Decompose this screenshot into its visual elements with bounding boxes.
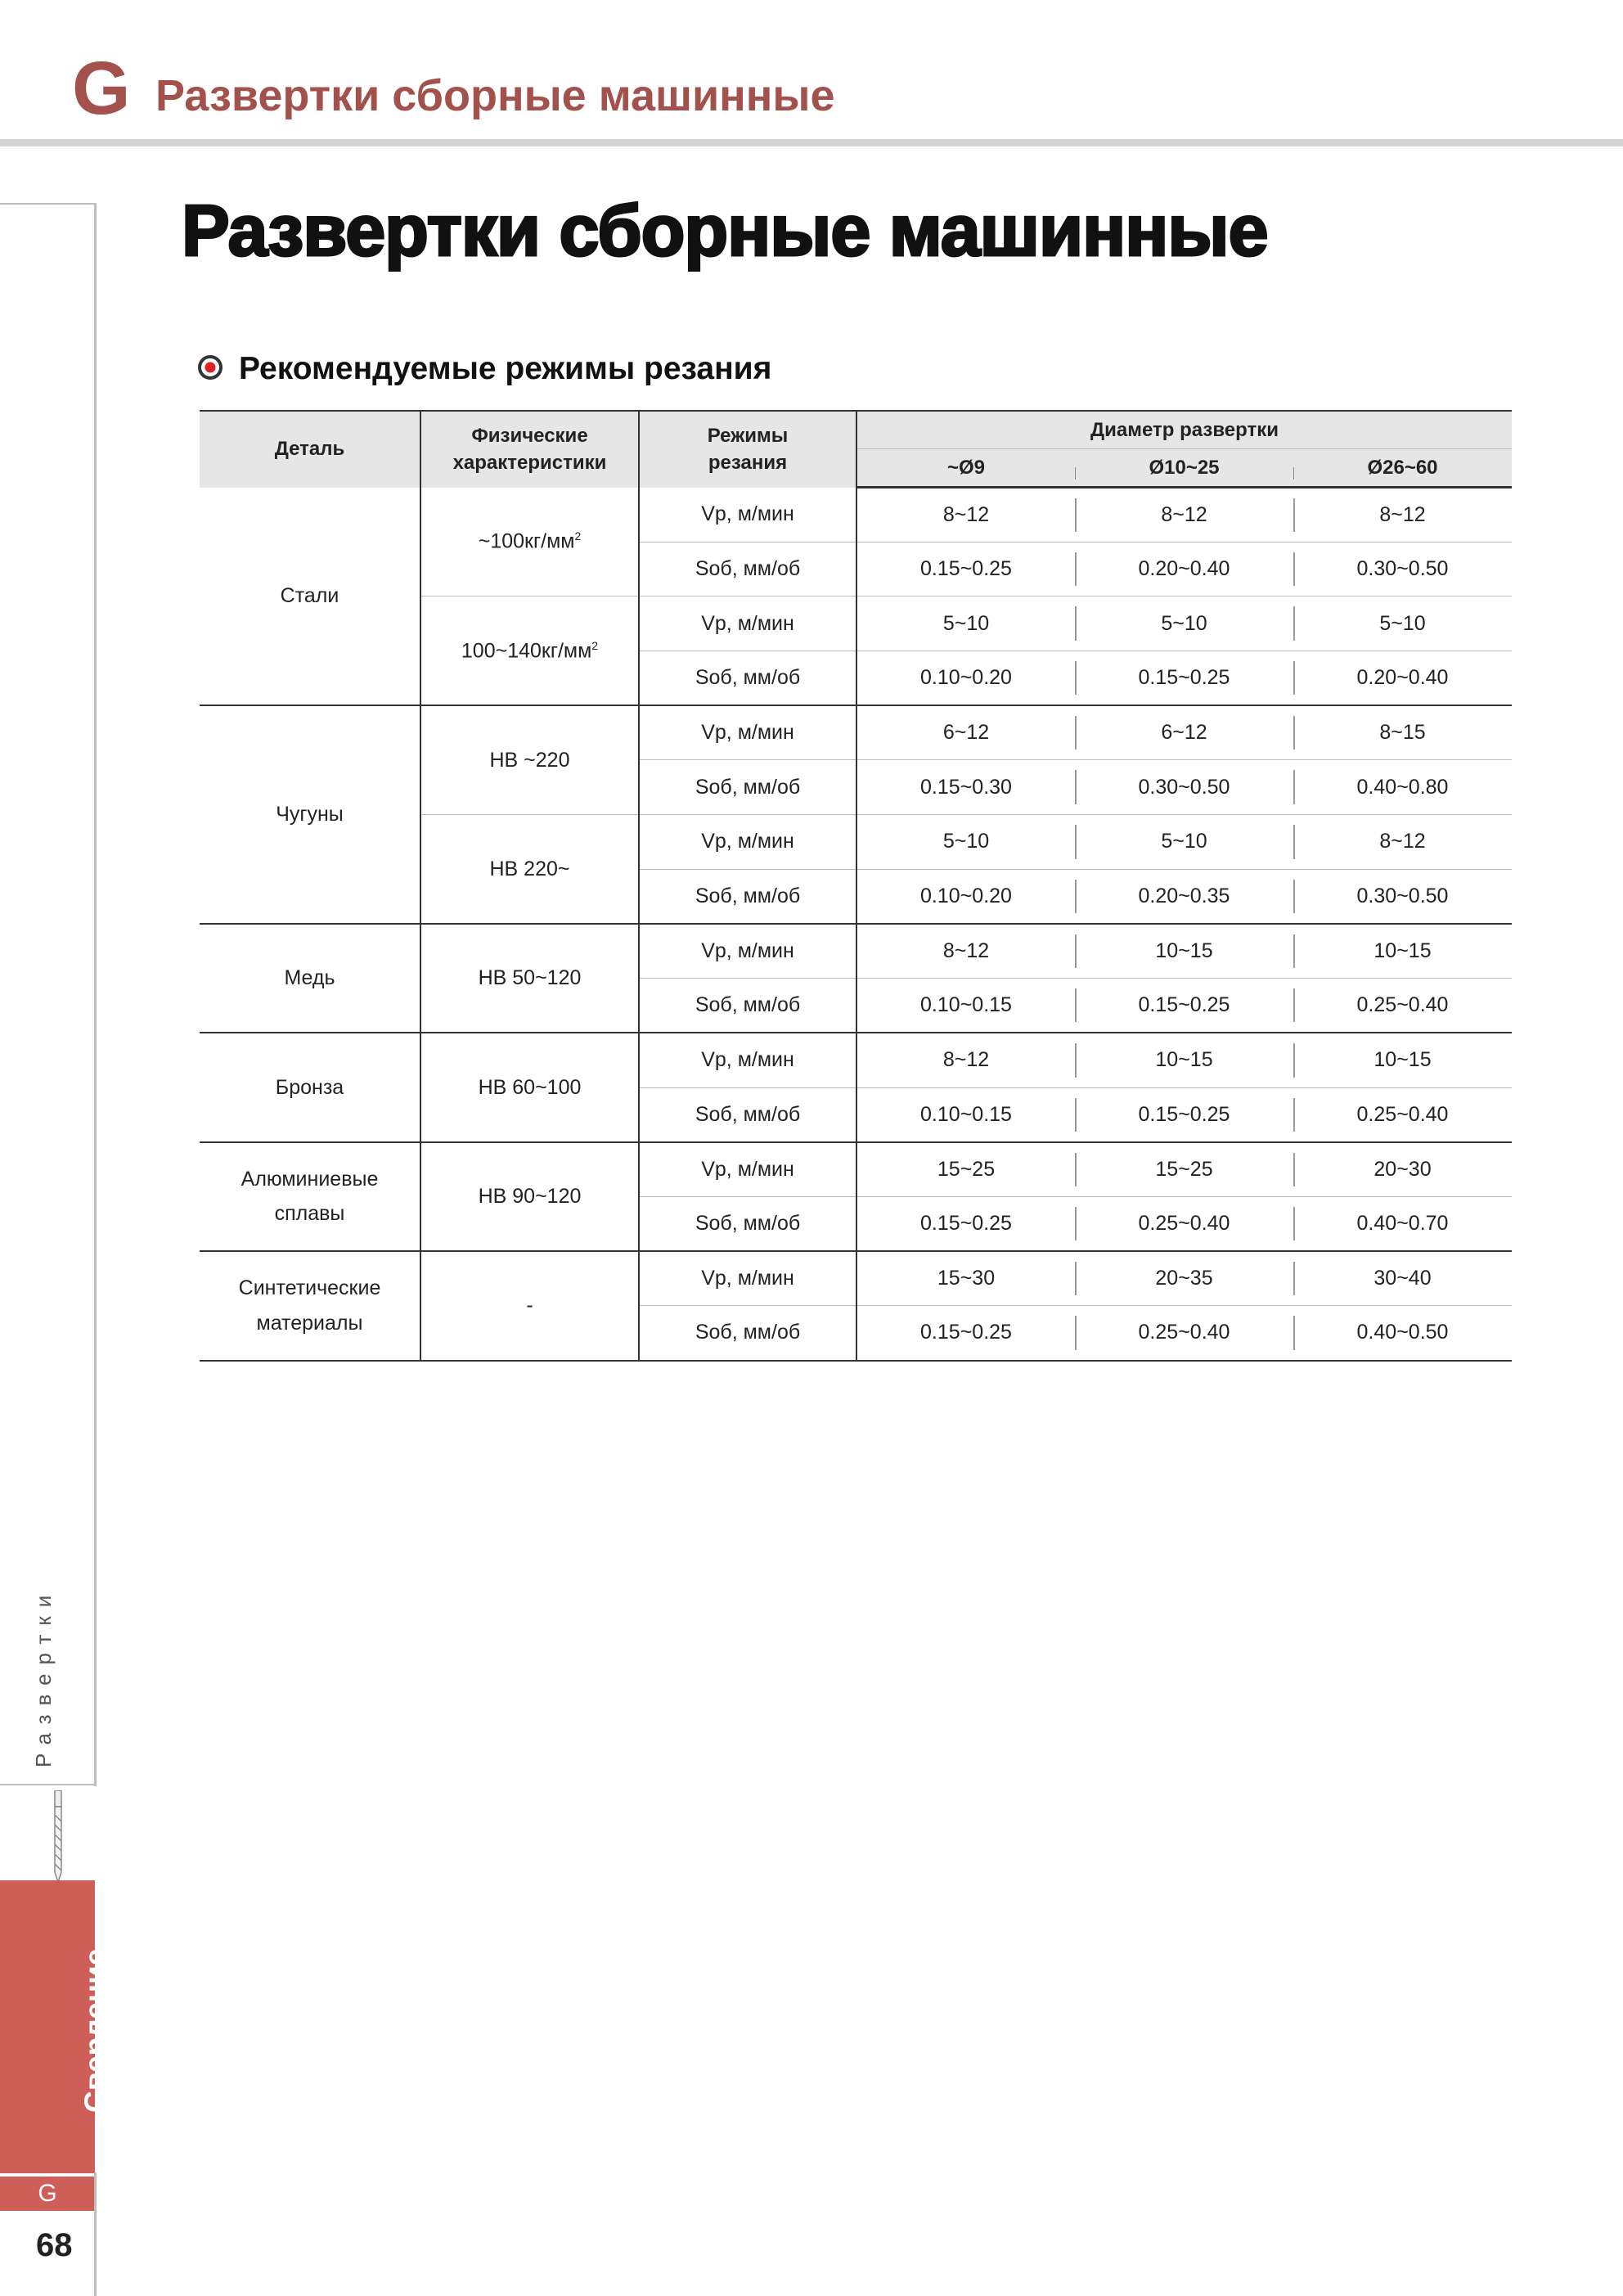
page-number: 68: [36, 2227, 73, 2263]
value-cell: 0.25~0.40: [1293, 979, 1512, 1033]
material-cell: Чугуны: [200, 705, 420, 924]
sidebar-letter: G: [38, 2180, 57, 2207]
value-cell: 5~10: [1075, 815, 1293, 870]
value-cell: 0.20~0.40: [1075, 542, 1293, 597]
value-cell: 20~35: [1075, 1251, 1293, 1306]
mode-cell: Sоб, мм/об: [639, 651, 856, 706]
value-cell: 20~30: [1293, 1142, 1512, 1197]
value-cell: 8~12: [856, 1033, 1075, 1087]
mode-cell: Sоб, мм/об: [639, 1087, 856, 1142]
value-cell: 8~15: [1293, 705, 1512, 760]
table-row: [200, 705, 1512, 760]
property-cell: HB 60~100: [420, 1033, 639, 1141]
material-cell: Алюминиевые сплавы: [200, 1142, 420, 1251]
value-cell: 5~10: [856, 815, 1075, 870]
property-cell: HB ~220: [420, 705, 639, 814]
value-cell: 15~25: [856, 1142, 1075, 1197]
header-d1: ~Ø9: [856, 449, 1075, 488]
table-row: [200, 1033, 1512, 1087]
material-cell: Бронза: [200, 1033, 420, 1141]
mode-cell: Sоб, мм/об: [639, 869, 856, 924]
mode-cell: Vp, м/мин: [639, 488, 856, 542]
value-cell: 0.40~0.70: [1293, 1196, 1512, 1251]
header-d3: Ø26~60: [1293, 449, 1512, 488]
value-cell: 0.15~0.25: [856, 542, 1075, 597]
mode-cell: Sоб, мм/об: [639, 979, 856, 1033]
property-cell: HB 90~120: [420, 1142, 639, 1251]
sidebar-bottom-rule: [94, 2172, 97, 2296]
value-cell: 0.20~0.35: [1075, 869, 1293, 924]
table-row: [200, 1142, 1512, 1197]
value-cell: 0.40~0.50: [1293, 1306, 1512, 1361]
property-cell: -: [420, 1251, 639, 1360]
value-cell: 8~12: [1293, 488, 1512, 542]
value-cell: 15~25: [1075, 1142, 1293, 1197]
value-cell: 0.25~0.40: [1293, 1087, 1512, 1142]
page-title: Развертки сборные машинные: [182, 190, 1268, 271]
value-cell: 10~15: [1075, 924, 1293, 979]
value-cell: 5~10: [1075, 597, 1293, 651]
value-cell: 5~10: [856, 597, 1075, 651]
value-cell: 0.15~0.25: [856, 1196, 1075, 1251]
header-physical: Физические характеристики: [420, 411, 639, 488]
value-cell: 0.15~0.25: [856, 1306, 1075, 1361]
value-cell: 0.15~0.25: [1075, 979, 1293, 1033]
section-title: Рекомендуемые режимы резания: [239, 351, 772, 386]
header-part: Деталь: [200, 411, 420, 488]
table-row: [200, 1251, 1512, 1306]
table-row: [200, 488, 1512, 542]
mode-cell: Sоб, мм/об: [639, 1306, 856, 1361]
value-cell: 10~15: [1293, 924, 1512, 979]
mode-cell: Sоб, мм/об: [639, 760, 856, 815]
header-d2: Ø10~25: [1075, 449, 1293, 488]
value-cell: 0.15~0.25: [1075, 651, 1293, 706]
header-diameter: Диаметр развертки: [856, 411, 1512, 449]
table-row: [200, 924, 1512, 979]
mode-cell: Sоб, мм/об: [639, 542, 856, 597]
value-cell: 0.25~0.40: [1075, 1196, 1293, 1251]
value-cell: 0.15~0.25: [1075, 1087, 1293, 1142]
property-cell: $\sim 100кг/мм^2$: [420, 488, 639, 597]
header-divider: [0, 139, 1623, 146]
sidebar-mid-rule: [0, 1784, 97, 1785]
value-cell: 0.20~0.40: [1293, 651, 1512, 706]
target-bullet-icon: [198, 355, 223, 380]
value-cell: 10~15: [1293, 1033, 1512, 1087]
property-cell: HB 220~: [420, 815, 639, 924]
value-cell: 0.30~0.50: [1293, 869, 1512, 924]
value-cell: 0.30~0.50: [1075, 760, 1293, 815]
mode-cell: Vp, м/мин: [639, 1033, 856, 1087]
value-cell: 8~12: [856, 924, 1075, 979]
drill-bit-icon: [47, 1790, 69, 1882]
value-cell: 15~30: [856, 1251, 1075, 1306]
material-cell: Медь: [200, 924, 420, 1033]
value-cell: 30~40: [1293, 1251, 1512, 1306]
value-cell: 8~12: [1075, 488, 1293, 542]
mode-cell: Vp, м/мин: [639, 1142, 856, 1197]
cutting-modes-table: [200, 410, 1512, 1362]
value-cell: 0.10~0.15: [856, 979, 1075, 1033]
sidebar-vertical-rule: [94, 203, 97, 1786]
sidebar-section-label: Развертки: [31, 1586, 56, 1767]
mode-cell: Sоб, мм/об: [639, 1196, 856, 1251]
value-cell: 0.15~0.30: [856, 760, 1075, 815]
value-cell: 8~12: [1293, 815, 1512, 870]
value-cell: 0.10~0.15: [856, 1087, 1075, 1142]
value-cell: 0.10~0.20: [856, 651, 1075, 706]
header-mode: Режимы резания: [639, 411, 856, 488]
header-section-letter: G: [72, 47, 131, 130]
property-cell: $100\sim 140кг/мм^2$: [420, 597, 639, 705]
table-header-row: [200, 411, 1512, 449]
value-cell: 0.25~0.40: [1075, 1306, 1293, 1361]
material-cell: Стали: [200, 488, 420, 706]
mode-cell: Vp, м/мин: [639, 597, 856, 651]
value-cell: 6~12: [1075, 705, 1293, 760]
value-cell: 0.10~0.20: [856, 869, 1075, 924]
mode-cell: Vp, м/мин: [639, 924, 856, 979]
value-cell: 5~10: [1293, 597, 1512, 651]
property-cell: HB 50~120: [420, 924, 639, 1033]
value-cell: 6~12: [856, 705, 1075, 760]
mode-cell: Vp, м/мин: [639, 705, 856, 760]
header-title: Развертки сборные машинные: [155, 71, 835, 120]
value-cell: 0.30~0.50: [1293, 542, 1512, 597]
sidebar-category-label: Сверление: [79, 1948, 112, 2113]
sidebar-top-rule: [0, 203, 97, 205]
mode-cell: Vp, м/мин: [639, 1251, 856, 1306]
value-cell: 0.40~0.80: [1293, 760, 1512, 815]
material-cell: Синтетические материалы: [200, 1251, 420, 1360]
value-cell: 10~15: [1075, 1033, 1293, 1087]
mode-cell: Vp, м/мин: [639, 815, 856, 870]
value-cell: 8~12: [856, 488, 1075, 542]
